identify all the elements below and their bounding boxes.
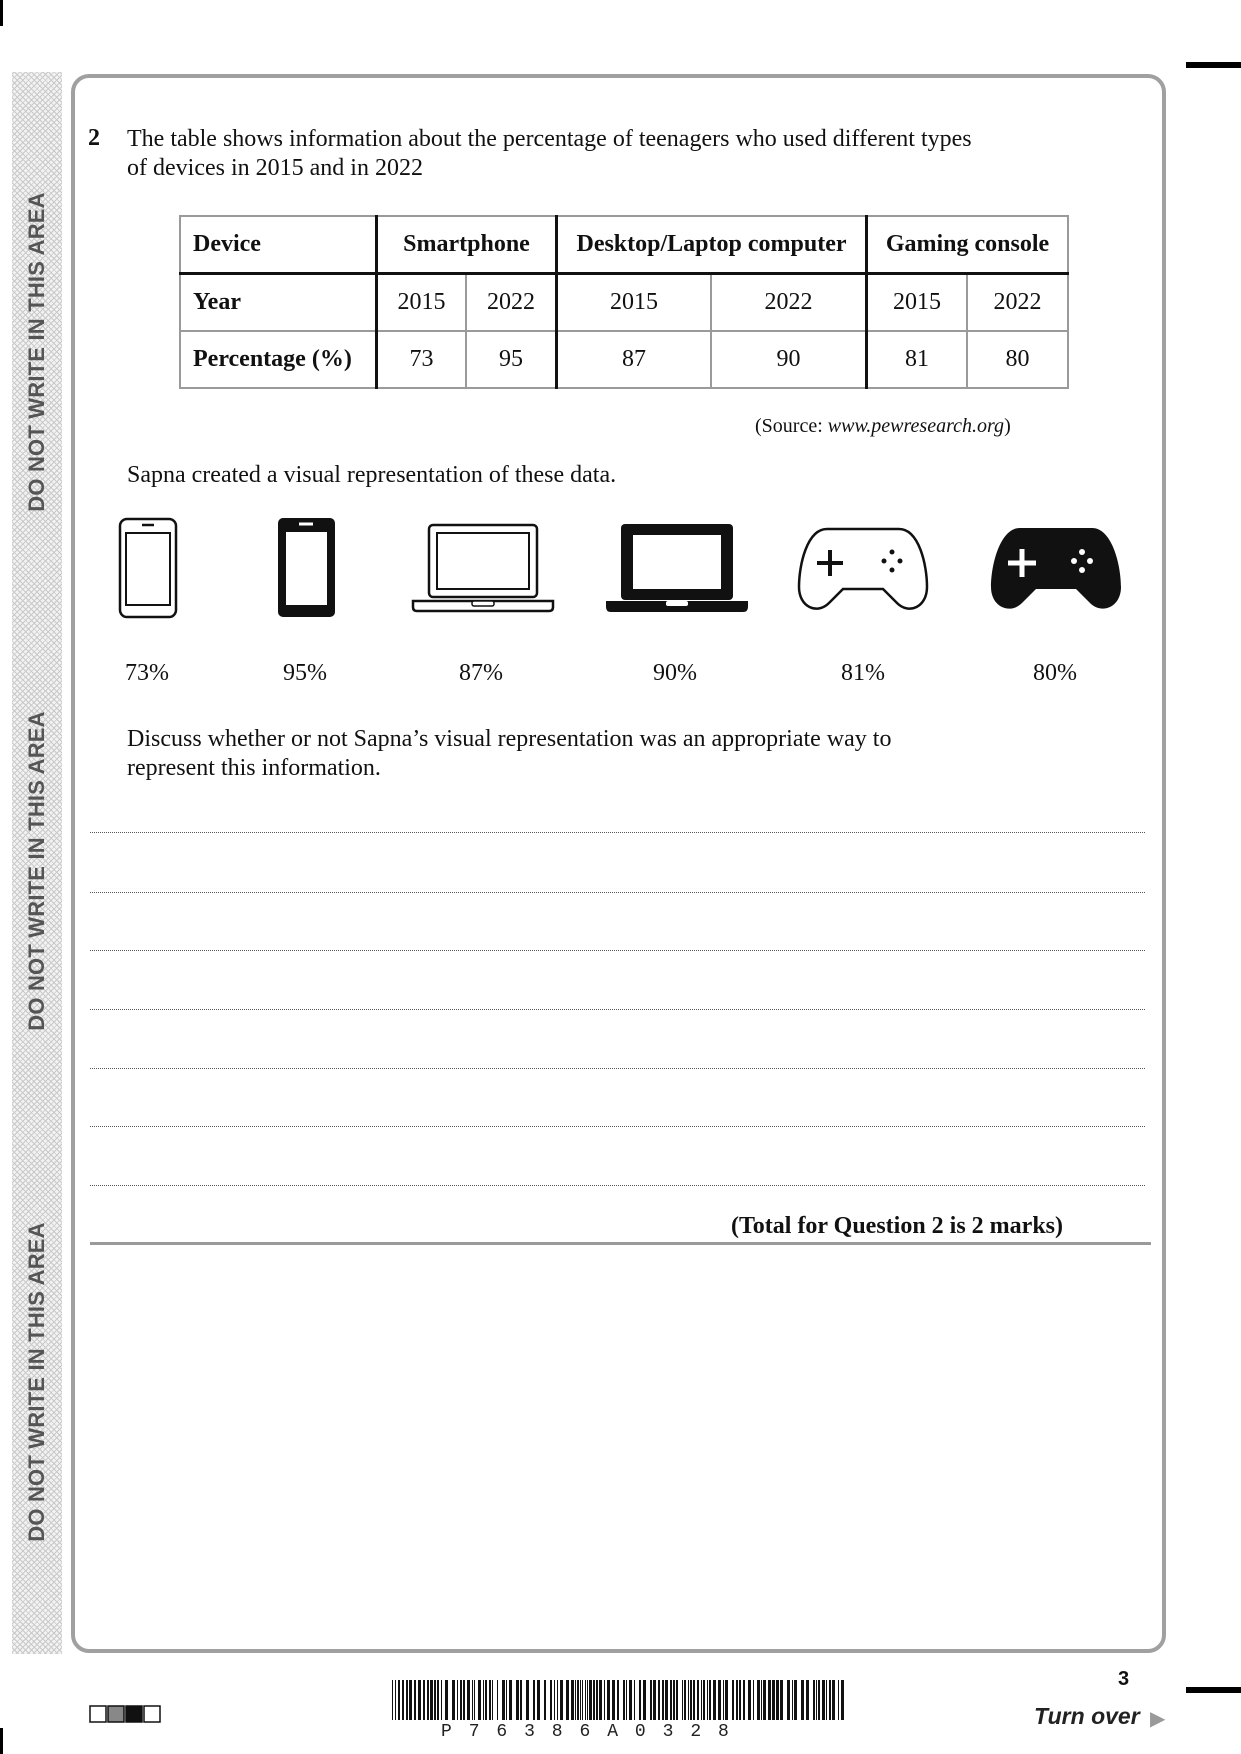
barcode-bar [406,1680,408,1720]
barcode-bar [643,1680,646,1720]
barcode-bar [818,1680,820,1720]
barcode-bar [544,1680,546,1720]
barcode-bar [474,1680,475,1720]
question-text-line: The table shows information about the percentage of teenagers who used different types [127,126,972,152]
barcode-bar [684,1680,686,1720]
source-prefix: (Source: [755,415,828,437]
barcode-bar [526,1680,529,1720]
barcode-bar [575,1680,576,1720]
barcode-bar [593,1680,595,1720]
barcode-bar [623,1680,625,1720]
table-cell: 95 [466,331,557,388]
barcode-bar [772,1680,775,1720]
barcode-bar [725,1680,728,1720]
barcode-bar [409,1680,412,1720]
barcode-bar [395,1680,396,1720]
table-cell: 90 [711,331,867,388]
barcode-bar [560,1680,563,1720]
barcode-bar [577,1680,579,1720]
barcode-bar [816,1680,817,1720]
crop-mark [1186,62,1241,68]
barcode-bar [753,1680,754,1720]
discuss-prompt-line: represent this information. [127,755,381,781]
answer-line[interactable] [90,1185,1145,1186]
barcode-bar [662,1680,664,1720]
barcode-bar [604,1680,605,1720]
barcode-bar [639,1680,641,1720]
barcode-bar [780,1680,783,1720]
turn-over-arrow-icon: ▶ [1150,1706,1166,1730]
barcode-bar [612,1680,615,1720]
source-note [755,415,1011,438]
barcode-bar [434,1680,436,1720]
barcode-bar [441,1680,442,1720]
barcode-bar [599,1680,602,1720]
barcode-bar [398,1680,400,1720]
barcode-bar [787,1680,790,1720]
barcode-bar [520,1680,522,1720]
table-cell: 2015 [557,274,712,332]
barcode-bar [761,1680,762,1720]
icon-percentage-label: 95% [283,660,327,686]
row-header-percentage: Percentage (%) [180,331,377,388]
barcode-bar [792,1680,793,1720]
barcode-bar [838,1680,839,1720]
smartphone-filled-icon [277,517,337,619]
barcode-bar [557,1680,558,1720]
answer-line[interactable] [90,1126,1145,1127]
answer-line[interactable] [90,1068,1145,1069]
barcode-bar [701,1680,702,1720]
barcode-bar [682,1680,683,1720]
barcode-bar [582,1680,583,1720]
barcode-bar [554,1680,555,1720]
answer-line[interactable] [90,832,1145,833]
barcode-bar [430,1680,433,1720]
laptop-filled-icon [605,523,749,613]
barcode-bar [822,1680,825,1720]
table-cell: 73 [377,331,467,388]
barcode-bar [826,1680,827,1720]
barcode-bar [467,1680,470,1720]
barcode-bar [423,1680,425,1720]
barcode-bar [497,1680,498,1720]
barcode-bar [463,1680,465,1720]
barcode-bar [392,1680,393,1720]
device-usage-table [179,215,1069,389]
barcode-bar [794,1680,797,1720]
barcode-bar [650,1680,652,1720]
column-header-gaming-console: Gaming console [867,216,1069,274]
barcode-bar [566,1680,569,1720]
barcode-bar [629,1680,632,1720]
barcode-bar [713,1680,716,1720]
crop-mark [0,0,3,26]
barcode-bar [502,1680,505,1720]
question-text [127,125,1077,183]
barcode-bar [693,1680,695,1720]
intro-text: Sapna created a visual representation of these data. [127,462,617,488]
barcode-bar [658,1680,660,1720]
barcode-bar [776,1680,779,1720]
table-row-year [180,274,1068,332]
barcode-bar [472,1680,473,1720]
column-header-smartphone: Smartphone [377,216,557,274]
barcode-bar [832,1680,835,1720]
discuss-prompt-line: Discuss whether or not Sapna’s visual representation was an appropriate way to [127,726,892,752]
barcode-bar [478,1680,481,1720]
barcode-bar [589,1680,592,1720]
barcode-bar [414,1680,416,1720]
barcode-bar [841,1680,844,1720]
crop-mark [0,1728,3,1754]
laptop-outline-icon [411,523,555,613]
table-cell: 80 [967,331,1068,388]
barcode-bar [743,1680,745,1720]
total-rule [90,1242,1151,1245]
barcode-bar [483,1680,484,1720]
smartphone-outline-icon [118,517,180,619]
barcode-bar [768,1680,771,1720]
icon-percentage-label: 81% [841,660,885,686]
barcode-bar [806,1680,809,1720]
question-text-line: of devices in 2015 and in 2022 [127,155,423,181]
barcode-bar [813,1680,815,1720]
barcode-bar [707,1680,708,1720]
barcode-bar [596,1680,598,1720]
barcode-bar [587,1680,588,1720]
gamepad-outline-icon [797,525,929,613]
barcode-bar [516,1680,519,1720]
total-marks: (Total for Question 2 is 2 marks) [730,1213,1063,1239]
table-cell: 81 [867,331,968,388]
barcode-bar [634,1680,635,1720]
registration-squares [89,1705,164,1723]
barcode-bar [829,1680,831,1720]
table-row-device [180,216,1068,274]
table-cell: 2022 [466,274,557,332]
barcode-bar [665,1680,668,1720]
barcode-bar [485,1680,487,1720]
answer-line[interactable] [90,950,1145,951]
table-row-percentage [180,331,1068,388]
barcode-bar [709,1680,711,1720]
barcode-bar [571,1680,574,1720]
barcode-bar [617,1680,619,1720]
barcode-bar [739,1680,741,1720]
source-suffix: ) [1004,415,1011,437]
barcode-bar [757,1680,760,1720]
barcode-bar [697,1680,699,1720]
barcode-bar [748,1680,751,1720]
barcode-bar [452,1680,455,1720]
barcode-bar [506,1680,507,1720]
page-number: 3 [1118,1668,1130,1690]
barcode-bar [580,1680,581,1720]
barcode-bar [457,1680,458,1720]
icon-percentage-label: 73% [125,660,169,686]
table-cell: 2015 [867,274,968,332]
barcode-bar [489,1680,491,1720]
icon-percentage-label: 90% [653,660,697,686]
table-cell: 2022 [711,274,867,332]
icon-percentage-label: 80% [1033,660,1077,686]
barcode-bar [703,1680,705,1720]
barcode-bar [676,1680,678,1720]
barcode-bar [427,1680,429,1720]
barcode-bar [670,1680,672,1720]
turn-over-label: Turn over [1034,1703,1140,1729]
crop-mark [1186,1687,1241,1693]
source-site: www.pewresearch.org [827,415,1005,437]
barcode-bar [607,1680,610,1720]
table-cell: 2015 [377,274,467,332]
barcode [392,1680,845,1720]
barcode-bar [533,1680,535,1720]
icon-percentage-label: 87% [459,660,503,686]
barcode-bar [718,1680,721,1720]
table-cell: 2022 [967,274,1068,332]
barcode-bar [732,1680,734,1720]
gamepad-filled-icon [990,525,1122,613]
table-cell: 87 [557,331,712,388]
barcode-bar [653,1680,656,1720]
barcode-bar [492,1680,493,1720]
barcode-bar [801,1680,804,1720]
barcode-bar [460,1680,462,1720]
barcode-bar [537,1680,540,1720]
barcode-bar [673,1680,675,1720]
answer-line[interactable] [90,892,1145,893]
barcode-bar [445,1680,448,1720]
barcode-bar [688,1680,689,1720]
barcode-bar [763,1680,766,1720]
row-header-year: Year [180,274,377,332]
barcode-bar [402,1680,404,1720]
barcode-bar [723,1680,724,1720]
barcode-bar [585,1680,586,1720]
barcode-bar [626,1680,627,1720]
discuss-prompt [127,725,1027,783]
barcode-bar [418,1680,421,1720]
row-header-device: Device [180,216,377,274]
answer-line[interactable] [90,1009,1145,1010]
barcode-bar [736,1680,738,1720]
question-number: 2 [88,125,100,151]
barcode-bar [509,1680,512,1720]
barcode-bar [437,1680,439,1720]
barcode-text: P76386A0328 [441,1722,746,1742]
column-header-desktop-laptop: Desktop/Laptop computer [557,216,867,274]
barcode-bar [550,1680,552,1720]
barcode-bar [690,1680,692,1720]
